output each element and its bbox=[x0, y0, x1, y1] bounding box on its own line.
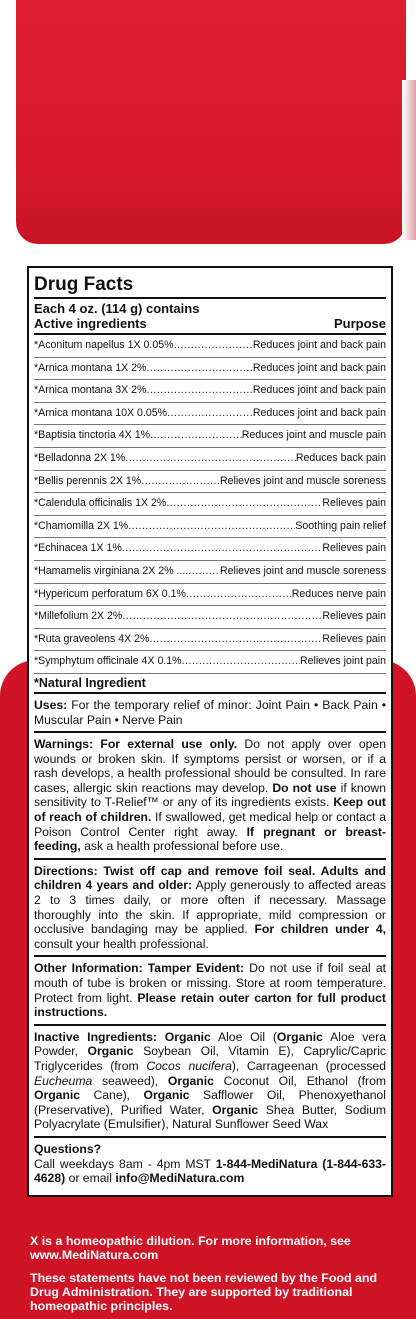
homeopathic-dilution-note bbox=[30, 1234, 395, 1262]
ingredient-purpose: Relieves pain bbox=[322, 497, 386, 510]
other-information-label: Other Information: Tamper Evident: bbox=[34, 961, 245, 976]
ingredient-row bbox=[34, 561, 386, 584]
organic-word: Organic bbox=[276, 1029, 323, 1044]
leader-dots bbox=[174, 335, 253, 357]
drug-facts-title: Drug Facts bbox=[34, 268, 386, 299]
active-ingredients-label: Active ingredients bbox=[34, 316, 147, 331]
directions-label: Directions: Twist off cap and remove foil seal. Adults and children 4 years and older: bbox=[34, 863, 386, 893]
organic-word: Organic bbox=[34, 1088, 81, 1103]
leader-dots bbox=[122, 538, 323, 560]
ingredient-row bbox=[34, 335, 386, 358]
organic-word: Organic bbox=[87, 1044, 134, 1059]
ingredient-list bbox=[34, 335, 386, 674]
questions-section bbox=[34, 1138, 386, 1190]
ingredient-purpose: Reduces joint and back pain bbox=[252, 384, 386, 397]
leader-dots bbox=[149, 629, 322, 651]
ingredient-purpose: Reduces joint and muscle pain bbox=[241, 429, 386, 442]
inactive-text: Aloe Oil ( bbox=[217, 1029, 277, 1044]
ingredient-row bbox=[34, 425, 386, 448]
leader-dots bbox=[122, 606, 322, 628]
ingredient-name: *Baptisia tinctoria 4X 1% bbox=[34, 429, 151, 442]
ingredient-purpose: Relieves pain bbox=[322, 632, 386, 645]
ingredient-purpose: Reduces back pain bbox=[295, 451, 386, 464]
ingredient-row bbox=[34, 380, 386, 403]
directions-text-2: consult your health professional. bbox=[34, 936, 209, 951]
footer-line-2: These statements have not been reviewed by the Food and Drug Administration. They are supported by traditional homeopathic principles. bbox=[30, 1271, 378, 1313]
directions-text-1: Apply generously to affected areas 2 to 3 times daily, or more often if necessary. Massage thoroughly into the skin. If appropriate, mild compression or occlusive bandaging may be applied. bbox=[34, 878, 386, 937]
ingredient-name: *Millefolium 2X 2% bbox=[34, 610, 123, 623]
phone-number: 1-844-MediNatura (1-844-633-4628) bbox=[34, 1156, 386, 1186]
ingredient-row bbox=[34, 538, 386, 561]
ingredient-name: *Belladonna 2X 1% bbox=[34, 451, 126, 464]
leader-dots bbox=[182, 651, 300, 673]
warnings-label: Warnings: For external use only. bbox=[34, 737, 238, 752]
ingredient-name: *Arnica montana 3X 2% bbox=[34, 384, 147, 397]
inactive-text: ), Carrageenan (processed bbox=[231, 1058, 386, 1073]
directions-section bbox=[34, 860, 386, 958]
ingredient-row bbox=[34, 493, 386, 516]
organic-word: Organic bbox=[143, 1088, 190, 1103]
questions-email-text: or email bbox=[68, 1171, 112, 1186]
ingredient-purpose: Reduces joint and back pain bbox=[252, 339, 386, 351]
leader-dots bbox=[141, 471, 220, 493]
warnings-text-3: If swallowed, get medical help or contact a Poison Control Center right away. bbox=[34, 810, 386, 839]
inactive-latin-name: Eucheuma bbox=[34, 1073, 93, 1088]
ingredient-name: *Ruta graveolens 4X 2% bbox=[34, 632, 150, 645]
drug-facts-panel bbox=[27, 266, 393, 1197]
organic-word: Organic bbox=[167, 1073, 214, 1088]
ingredient-purpose: Reduces joint and back pain bbox=[252, 361, 386, 374]
ingredient-row bbox=[34, 651, 386, 674]
ingredient-name: *Bellis perennis 2X 1% bbox=[34, 474, 142, 487]
questions-label: Questions? bbox=[34, 1141, 102, 1156]
leader-dots bbox=[150, 425, 242, 447]
inactive-latin-name: Cocos nucifera bbox=[146, 1058, 232, 1073]
warnings-keep-out: Keep out of reach of children. bbox=[34, 795, 386, 825]
ingredient-purpose: Relieves pain bbox=[322, 542, 386, 555]
ingredient-name: *Chamomilla 2X 1% bbox=[34, 519, 129, 532]
ingredient-row bbox=[34, 358, 386, 381]
top-red-band bbox=[16, 0, 406, 244]
leader-dots bbox=[146, 358, 252, 380]
warnings-section bbox=[34, 733, 386, 860]
ingredient-purpose: Relieves pain bbox=[322, 610, 386, 623]
questions-text: Call weekdays 8am - 4pm MST bbox=[34, 1156, 211, 1171]
leader-dots bbox=[186, 584, 292, 606]
retain-carton-note: Please retain outer carton for full product instructions. bbox=[34, 990, 386, 1020]
ingredient-purpose: Relieves joint and muscle soreness bbox=[219, 474, 386, 487]
ingredient-name: *Arnica montana 1X 2% bbox=[34, 361, 147, 374]
inactive-text: Shea Butter, Sodium Polyacrylate (Emulsifier), Natural Sunflower Seed Wax bbox=[34, 1102, 387, 1132]
other-information-text: Do not use if foil seal at mouth of tube is broken or missing. Store at room temperature. Protect from light. bbox=[34, 961, 387, 1005]
ingredient-purpose: Reduces nerve pain bbox=[291, 587, 386, 600]
ingredient-name: *Aconitum napellus 1X 0.05% bbox=[34, 339, 174, 351]
ingredient-name: *Hypericum perforatum 6X 0.1% bbox=[34, 587, 186, 600]
ingredient-row bbox=[34, 629, 386, 652]
ingredient-row bbox=[34, 516, 386, 539]
footer-line-1: X is a homeopathic dilution. For more information, see www.MediNatura.com bbox=[30, 1234, 351, 1262]
ingredient-row bbox=[34, 403, 386, 426]
leader-dots bbox=[166, 493, 322, 515]
carton-edge bbox=[402, 80, 416, 240]
leader-dots bbox=[188, 561, 220, 583]
ingredient-row bbox=[34, 584, 386, 607]
organic-word: Organic bbox=[164, 1029, 211, 1044]
warnings-text-4: ask a health professional before use. bbox=[84, 839, 284, 854]
inactive-text: Safflower Oil, Phenoxyethanol (Preservative), Purified Water, bbox=[34, 1088, 387, 1117]
inactive-text: Soybean Oil, Vitamin E), Caprylic/Capric Triglycerides (from bbox=[34, 1044, 386, 1073]
uses-label: Uses: bbox=[34, 697, 68, 712]
purpose-label: Purpose bbox=[333, 316, 386, 331]
directions-children: For children under 4, bbox=[254, 922, 387, 937]
warnings-text-1: Do not apply over open wounds or broken skin. If symptoms persist or worsen, or if a rash develops, a health professional should be consulted. In rare cases, allergic skin reactions may develop. bbox=[34, 737, 386, 795]
inactive-text: Aloe vera Powder, bbox=[34, 1029, 387, 1059]
ingredient-row bbox=[34, 606, 386, 629]
inactive-ingredients-section bbox=[34, 1026, 386, 1138]
ingredient-purpose: Soothing pain relief bbox=[295, 519, 386, 532]
warnings-pregnant: If pregnant or breast-feeding, bbox=[34, 824, 386, 854]
uses-section bbox=[34, 694, 386, 733]
organic-word: Organic bbox=[212, 1102, 259, 1117]
other-information-section bbox=[34, 957, 386, 1025]
inactive-text: Cane), bbox=[93, 1088, 131, 1103]
active-ingredients-header bbox=[34, 316, 386, 335]
ingredient-name: *Hamamelis virginiana 2X 2% .... bbox=[34, 564, 189, 577]
ingredient-purpose: Relieves joint and muscle soreness bbox=[219, 564, 386, 577]
contains-line: Each 4 oz. (114 g) contains bbox=[34, 301, 200, 316]
warnings-do-not-use: Do not use bbox=[272, 780, 337, 795]
uses-text: For the temporary relief of minor: Joint Pain • Back Pain • Muscular Pain • Nerve Pain bbox=[34, 697, 386, 727]
leader-dots bbox=[146, 380, 252, 402]
ingredient-name: *Arnica montana 10X 0.05% bbox=[34, 406, 168, 419]
warnings-text-2: if known sensitivity to T-Relief™ or any of its ingredients exists. bbox=[34, 780, 387, 810]
ingredient-row bbox=[34, 448, 386, 471]
inactive-text: Coconut Oil, Ethanol (from bbox=[223, 1073, 387, 1088]
leader-dots bbox=[128, 516, 295, 538]
leader-dots bbox=[167, 403, 253, 425]
ingredient-row bbox=[34, 471, 386, 494]
leader-dots bbox=[125, 448, 296, 470]
inactive-text: seaweed), bbox=[101, 1073, 159, 1088]
ingredient-name: *Symphytum officinale 4X 0.1% bbox=[34, 655, 182, 668]
ingredient-name: *Calendula officinalis 1X 2% bbox=[34, 497, 167, 510]
ingredient-name: *Echinacea 1X 1% bbox=[34, 542, 122, 555]
natural-ingredient-note: *Natural Ingredient bbox=[34, 674, 386, 694]
inactive-label: Inactive Ingredients: bbox=[34, 1029, 157, 1044]
ingredient-purpose: Reduces joint and back pain bbox=[252, 406, 386, 419]
fda-statement bbox=[30, 1271, 395, 1313]
ingredient-purpose: Relieves joint pain bbox=[300, 655, 386, 668]
email-address: info@MediNatura.com bbox=[115, 1171, 245, 1186]
